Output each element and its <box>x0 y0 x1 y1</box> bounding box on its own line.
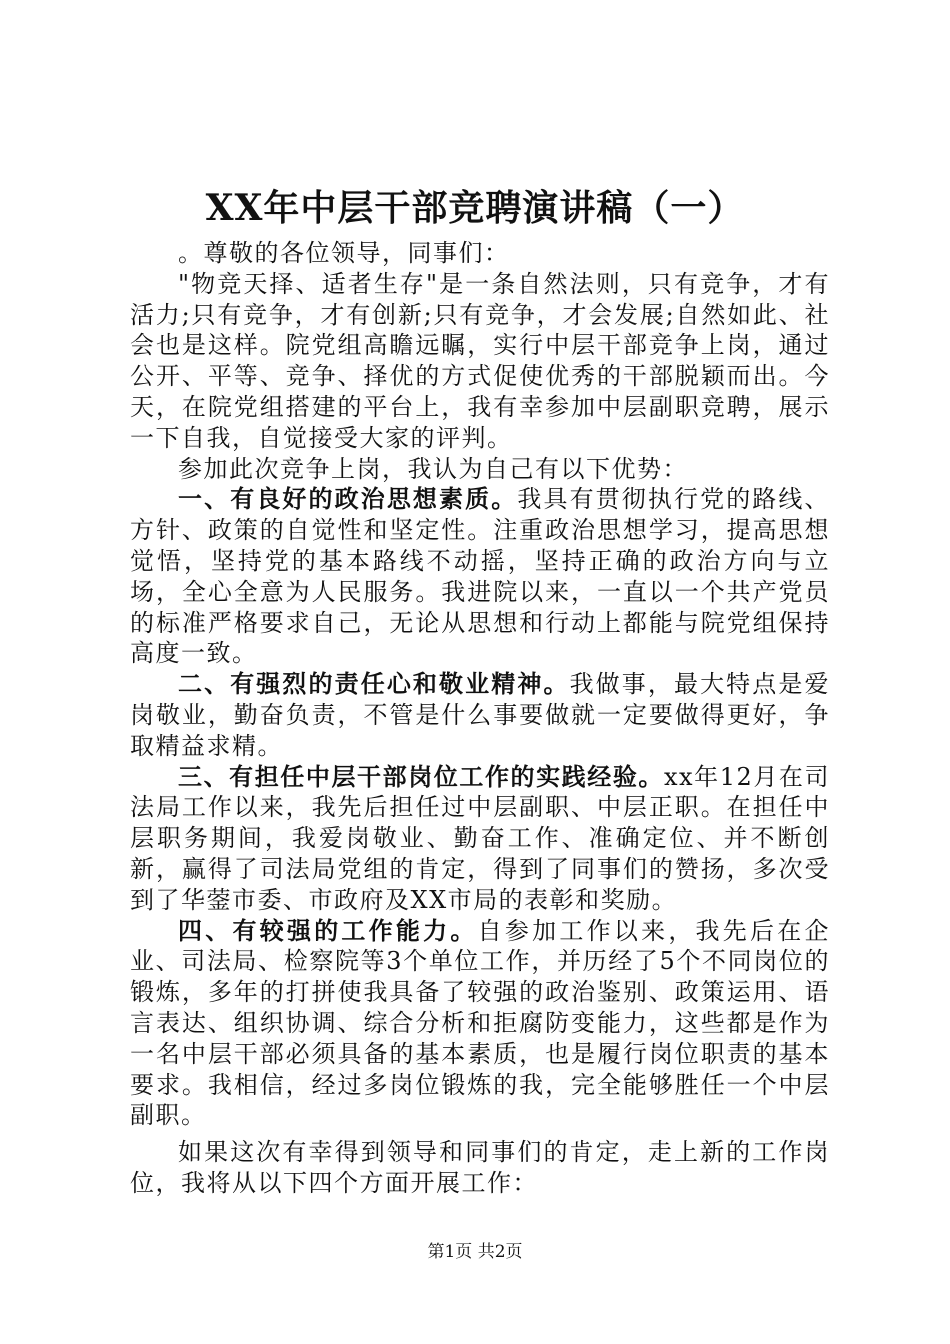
document-title: XX年中层干部竞聘演讲稿（一） <box>205 187 745 229</box>
paragraph-advantages-intro <box>130 454 830 485</box>
page-footer: 第1页 共2页 <box>427 1242 523 1262</box>
paragraph-point-4 <box>130 916 830 1132</box>
paragraph-text: 我具有贯彻执行党的路线、方针、政策的自觉性和坚定性。注重政治思想学习，提高思想觉悟，坚持党的基本路线不动摇，坚持正确的政治方向与立场，全心全意为人民服务。我进院以来，一直以一个共产党员的标准严格要求自己，无论从思想和行动上都能与院党组保持高度一致。 <box>130 485 831 668</box>
paragraph-text: "物竞天择、适者生存"是一条自然法则，只有竞争，才有活力;只有竞争，才有创新;只有竞争，才会发展;自然如此、社会也是这样。院党组高瞻远瞩，实行中层干部竞争上岗，通过公开、平等、竞争、择优的方式促使优秀的干部脱颖而出。今天，在院党组搭建的平台上，我有幸参加中层副职竞聘，展示一下自我，自觉接受大家的评判。 <box>130 269 830 452</box>
paragraph-heading: 二、有强烈的责任心和敬业精神。 <box>178 670 570 699</box>
paragraph-conclusion <box>130 1137 830 1199</box>
paragraph-heading: 一、有良好的政治思想素质。 <box>178 485 518 514</box>
paragraph-intro <box>130 269 830 454</box>
paragraph-point-1 <box>130 484 830 669</box>
paragraph-text: 。尊敬的各位领导，同事们： <box>178 239 510 267</box>
paragraph-text: 如果这次有幸得到领导和同事们的肯定，走上新的工作岗位，我将从以下四个方面开展工作： <box>130 1138 830 1197</box>
paragraph-text: 我做事，最大特点是爱岗敬业，勤奋负责，不管是什么事要做就一定要做得更好，争取精益求精。 <box>130 670 830 760</box>
document-body <box>130 238 830 1199</box>
paragraph-text: 参加此次竞争上岗，我认为自己有以下优势： <box>178 454 688 483</box>
paragraph-point-2 <box>130 669 830 761</box>
paragraph-greeting <box>130 238 830 269</box>
paragraph-text: xx年12月在司法局工作以来，我先后担任过中层副职、中层正职。在担任中层职务期间，我爱岗敬业、勤奋工作、准确定位、并不断创新，赢得了司法局党组的肯定，得到了同事们的赞扬，多次受到了华蓥市委、市政府及XX市局的表彰和奖励。 <box>130 762 831 914</box>
paragraph-point-3 <box>130 762 830 916</box>
paragraph-heading: 四、有较强的工作能力。 <box>178 916 478 945</box>
paragraph-heading: 三、有担任中层干部岗位工作的实践经验。 <box>178 762 664 791</box>
paragraph-text: 自参加工作以来，我先后在企业、司法局、检察院等3个单位工作，并历经了5个不同岗位的锻炼，多年的打拼使我具备了较强的政治鉴别、政策运用、语言表达、组织协调、综合分析和拒腐防变能力，这些都是作为一名中层干部必须具备的基本素质，也是履行岗位职责的基本要求。我相信，经过多岗位锻炼的我，完全能够胜任一个中层副职。 <box>130 916 831 1130</box>
